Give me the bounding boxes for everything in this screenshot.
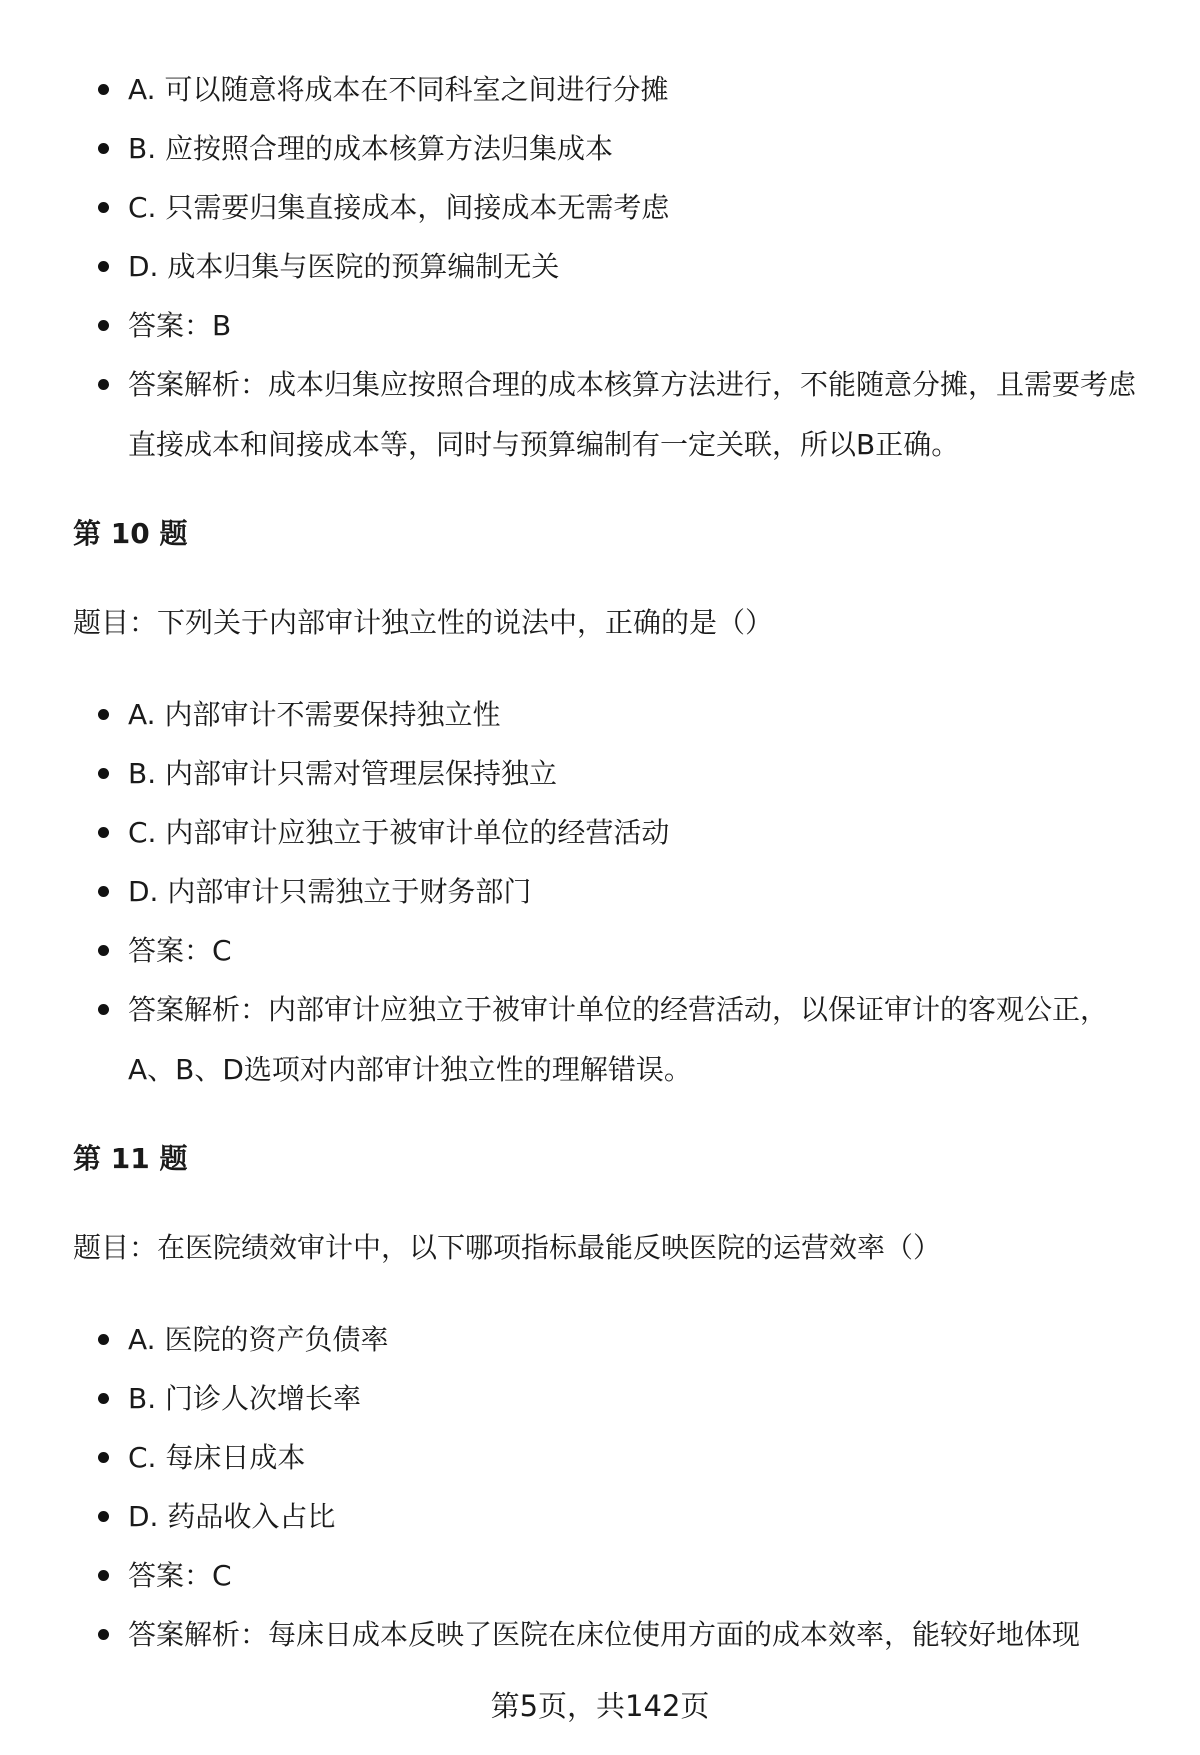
- bullet-icon: [98, 261, 109, 272]
- answer-text: 答案：B: [128, 309, 232, 342]
- option-text: A. 可以随意将成本在不同科室之间进行分摊: [128, 73, 669, 106]
- list-item: [0, 1428, 1200, 1487]
- explanation-text: 答案解析：内部审计应独立于被审计单位的经营活动，以保证审计的客观公正，A、B、D选项对内部审计独立性的理解错误。: [128, 993, 1109, 1086]
- q9-option-list: [0, 60, 1200, 475]
- bullet-icon: [98, 1004, 109, 1015]
- question-heading: 第 11 题: [73, 1142, 188, 1175]
- bullet-icon: [98, 1334, 109, 1345]
- answer-text: 答案：C: [128, 1559, 232, 1592]
- explanation-item: [0, 1605, 1200, 1664]
- bullet-icon: [98, 886, 109, 897]
- option-text: A. 内部审计不需要保持独立性: [128, 698, 501, 731]
- answer-item: [0, 1546, 1200, 1605]
- list-item: [0, 862, 1200, 921]
- bullet-icon: [98, 143, 109, 154]
- answer-text: 答案：C: [128, 934, 232, 967]
- bullet-icon: [98, 709, 109, 720]
- bullet-icon: [98, 1629, 109, 1640]
- q11-option-list: [0, 1310, 1200, 1664]
- option-text: B. 门诊人次增长率: [128, 1382, 362, 1415]
- list-item: [0, 803, 1200, 862]
- option-text: B. 应按照合理的成本核算方法归集成本: [128, 132, 614, 165]
- option-text: D. 内部审计只需独立于财务部门: [128, 875, 532, 908]
- option-text: A. 医院的资产负债率: [128, 1323, 389, 1356]
- bullet-icon: [98, 1452, 109, 1463]
- question-heading: 第 10 题: [73, 517, 188, 550]
- list-item: [0, 119, 1200, 178]
- list-item: [0, 178, 1200, 237]
- list-item: [0, 685, 1200, 744]
- list-item: [0, 60, 1200, 119]
- list-item: [0, 237, 1200, 296]
- option-text: B. 内部审计只需对管理层保持独立: [128, 757, 558, 790]
- bullet-icon: [98, 320, 109, 331]
- answer-item: [0, 296, 1200, 355]
- bullet-icon: [98, 827, 109, 838]
- bullet-icon: [98, 1393, 109, 1404]
- question-stem: 题目：下列关于内部审计独立性的说法中，正确的是（）: [73, 606, 774, 639]
- option-text: D. 药品收入占比: [128, 1500, 336, 1533]
- q10-option-list: [0, 685, 1200, 1100]
- page-number-footer: 第5页，共142页: [490, 1689, 710, 1723]
- bullet-icon: [98, 1570, 109, 1581]
- bullet-icon: [98, 768, 109, 779]
- explanation-text: 答案解析：成本归集应按照合理的成本核算方法进行，不能随意分摊，且需要考虑直接成本和间接成本等，同时与预算编制有一定关联，所以B正确。: [128, 368, 1137, 461]
- list-item: [0, 1487, 1200, 1546]
- explanation-text: 答案解析：每床日成本反映了医院在床位使用方面的成本效率，能较好地体现: [128, 1618, 1081, 1651]
- option-text: C. 每床日成本: [128, 1441, 306, 1474]
- list-item: [0, 1369, 1200, 1428]
- explanation-item: [0, 980, 1200, 1100]
- option-text: C. 只需要归集直接成本，间接成本无需考虑: [128, 191, 670, 224]
- bullet-icon: [98, 379, 109, 390]
- option-text: C. 内部审计应独立于被审计单位的经营活动: [128, 816, 670, 849]
- bullet-icon: [98, 202, 109, 213]
- bullet-icon: [98, 1511, 109, 1522]
- bullet-icon: [98, 945, 109, 956]
- question-stem: 题目：在医院绩效审计中，以下哪项指标最能反映医院的运营效率（）: [73, 1231, 942, 1264]
- list-item: [0, 1310, 1200, 1369]
- bullet-icon: [98, 84, 109, 95]
- explanation-item: [0, 355, 1200, 475]
- option-text: D. 成本归集与医院的预算编制无关: [128, 250, 560, 283]
- answer-item: [0, 921, 1200, 980]
- list-item: [0, 744, 1200, 803]
